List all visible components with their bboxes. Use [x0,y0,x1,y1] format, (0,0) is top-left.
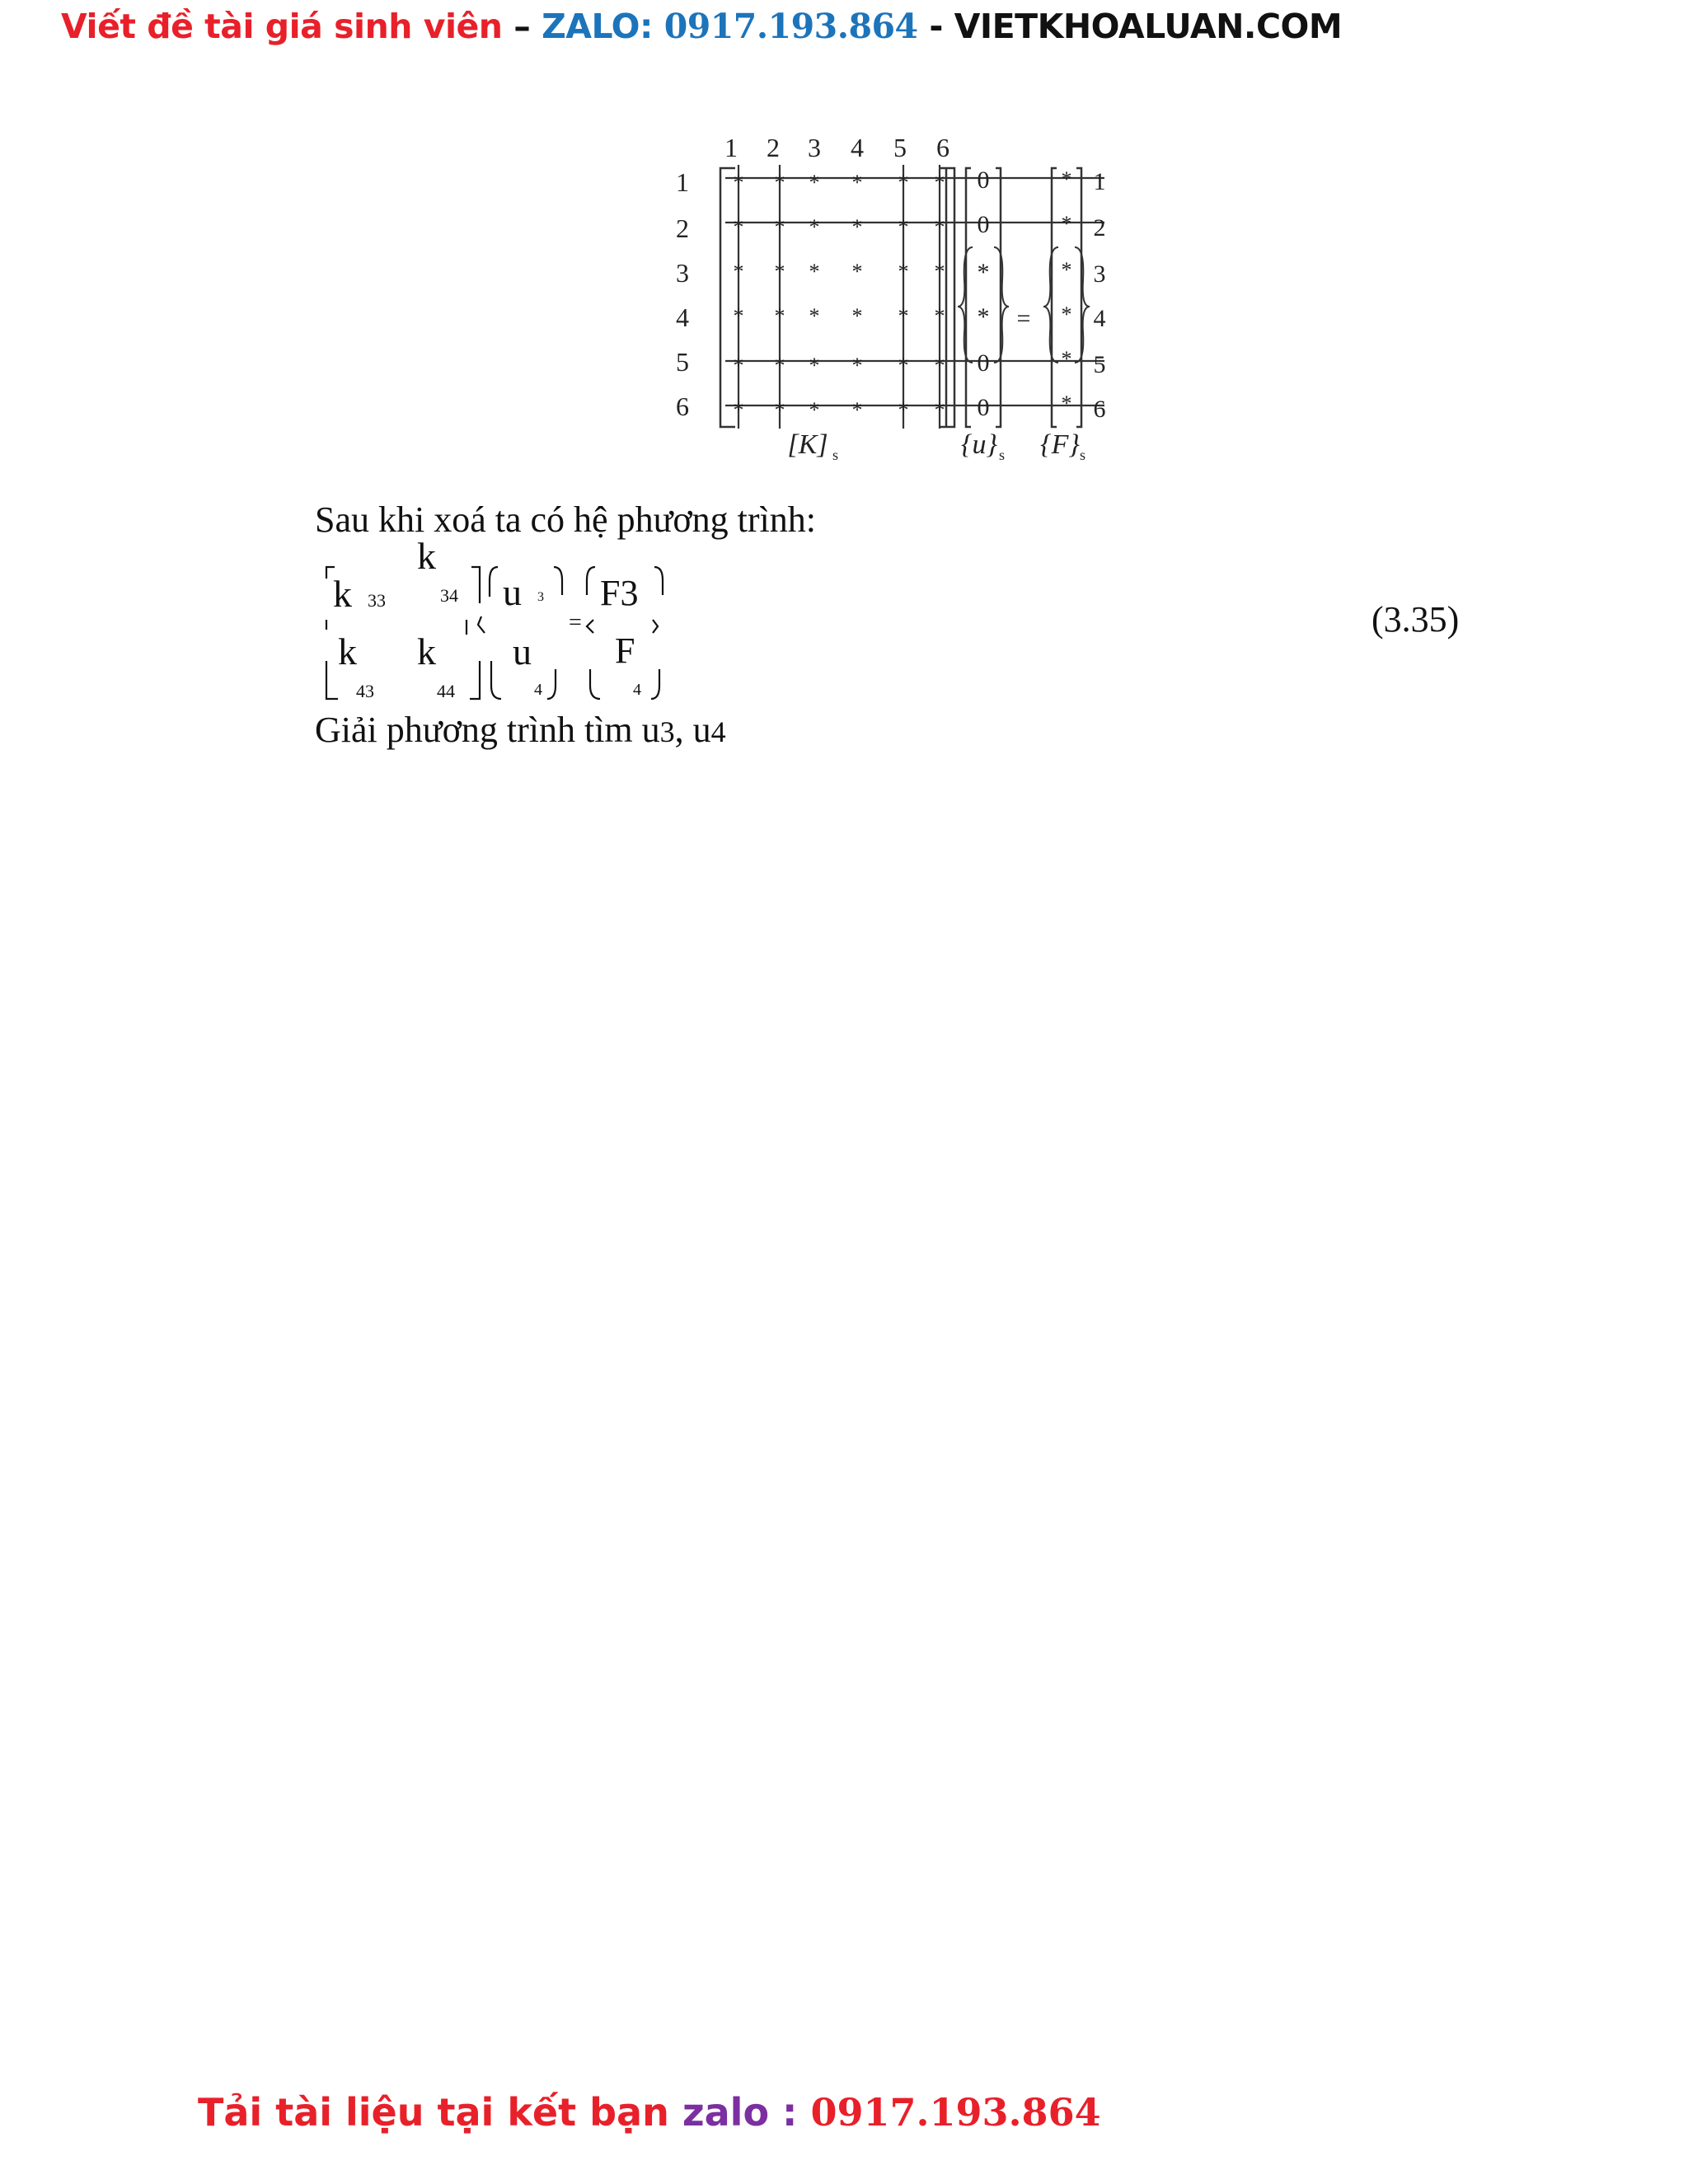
f-value: * [1061,212,1072,236]
eq-F4: F [615,630,635,671]
col-label: 3 [808,133,821,162]
u-vector-values [978,166,990,421]
matrix-entry-star: * [851,171,863,194]
col-label: 4 [851,133,864,162]
col-label: 6 [936,133,950,162]
solve-sep: , u [674,710,711,750]
column-labels [724,133,950,162]
u-vector-label: {u} [960,429,998,460]
u-value: * [977,303,990,330]
matrix-entry-star: * [898,260,909,284]
matrix-entry-star: * [934,215,945,239]
k-matrix-label: [K] [787,429,828,460]
right-row-label: 4 [1093,305,1106,332]
equation-block [315,537,694,710]
f-value: * [1061,391,1072,415]
matrix-entry-star: * [733,171,744,194]
header-title: Viết đề tài giá sinh viên [61,7,503,46]
right-row-label: 3 [1093,260,1106,288]
eq-k44: k [417,630,436,673]
matrix-entry-star: * [809,398,820,422]
f-vector-label: {F} [1040,429,1080,460]
matrix-figure [0,0,1688,494]
footer-zalo[interactable]: zalo [682,2090,770,2135]
intro-text: Sau khi xoá ta có hệ phương trình: [315,499,817,540]
matrix-entry-star: * [934,304,945,328]
matrix-entry-star: * [733,260,744,284]
header-dash-2: - [917,7,954,46]
matrix-grid-lines [725,165,1104,429]
eq-u4: u [513,630,532,673]
row-labels [676,167,689,421]
matrix-entry-star: * [733,215,744,239]
u-vector-subscript: s [999,447,1006,463]
eq-sub-4: 4 [534,681,542,699]
f-value: * [1061,302,1072,326]
u-value: 0 [977,166,990,194]
matrix-entry-star: * [774,398,785,422]
eq-sub-33: 33 [368,590,386,611]
matrix-entries [734,171,945,422]
row-label: 2 [676,213,689,243]
matrix-entry-star: * [851,304,863,328]
header-dash: – [502,7,542,46]
figure-equals: = [1016,305,1031,332]
matrix-entry-star: * [898,354,909,377]
solve-text [315,709,726,751]
footer-phone[interactable]: 0917.193.864 [810,2090,1101,2135]
footer-colon: : [769,2090,811,2135]
col-label: 5 [893,133,907,162]
header-phone[interactable]: 0917.193.864 [663,7,918,46]
eq-u3: u [503,571,522,613]
eq-k33: k [333,573,352,615]
matrix-entry-star: * [851,215,863,239]
matrix-entry-star: * [809,260,820,284]
matrix-entry-star: * [934,398,945,422]
matrix-entry-star: * [851,260,863,284]
u-value: 0 [977,394,990,421]
eq-sub-34: 34 [440,585,458,606]
header-zalo-label: ZALO: [542,7,664,46]
matrix-entry-star: * [898,398,909,422]
right-row-label: 6 [1093,396,1106,423]
header-site[interactable]: VIETKHOALUAN.COM [954,7,1343,46]
page-footer [198,2090,1101,2135]
matrix-entry-star: * [934,354,945,377]
matrix-entry-star: * [774,354,785,377]
u-value: * [977,259,990,286]
matrix-entry-star: * [774,260,785,284]
eq-sub-F4: 4 [633,681,641,699]
eq-F3: F3 [600,573,639,613]
matrix-entry-star: * [809,354,820,377]
matrix-entry-star: * [898,215,909,239]
f-value: * [1061,347,1072,371]
solve-sub-4: 4 [710,715,726,748]
row-label: 3 [676,258,689,288]
matrix-entry-star: * [774,304,785,328]
footer-text: Tải tài liệu tại kết bạn [198,2090,682,2135]
matrix-entry-star: * [809,171,820,194]
eq-equals: = [569,610,582,635]
solve-text-main: Giải phương trình tìm u [315,710,660,750]
f-vector-subscript: s [1080,447,1086,463]
matrix-entry-star: * [809,304,820,328]
f-value: * [1061,167,1072,191]
right-row-label: 2 [1093,214,1106,241]
matrix-entry-star: * [809,215,820,239]
row-label: 6 [676,391,689,421]
col-label: 1 [724,133,738,162]
row-label: 4 [676,302,689,332]
eq-k43: k [338,630,357,673]
row-label: 1 [676,167,689,197]
matrix-entry-star: * [774,171,785,194]
matrix-entry-star: * [898,171,909,194]
matrix-entry-star: * [733,354,744,377]
eq-sub-43: 43 [356,681,374,701]
eq-sub-44: 44 [437,681,455,701]
matrix-entry-star: * [774,215,785,239]
matrix-entry-star: * [934,171,945,194]
matrix-entry-star: * [851,398,863,422]
matrix-entry-star: * [934,260,945,284]
matrix-brackets [720,168,1081,427]
matrix-entry-star: * [733,304,744,328]
eq-k34: k [417,535,436,577]
f-vector-values [1062,167,1072,415]
matrix-entry-star: * [733,398,744,422]
eq-sub-3: 3 [537,590,544,604]
right-row-label: 5 [1093,351,1106,378]
col-label: 2 [767,133,780,162]
matrix-entry-star: * [851,354,863,377]
matrix-entry-star: * [898,304,909,328]
row-label: 5 [676,347,689,377]
u-value: 0 [977,211,990,238]
right-row-label: 1 [1093,168,1106,195]
f-value: * [1061,258,1072,282]
solve-sub-3: 3 [659,715,675,748]
u-value: 0 [977,349,990,377]
right-row-labels [1094,168,1106,423]
k-matrix-subscript: s [832,447,839,463]
equation-number: (3.35) [1372,599,1460,640]
